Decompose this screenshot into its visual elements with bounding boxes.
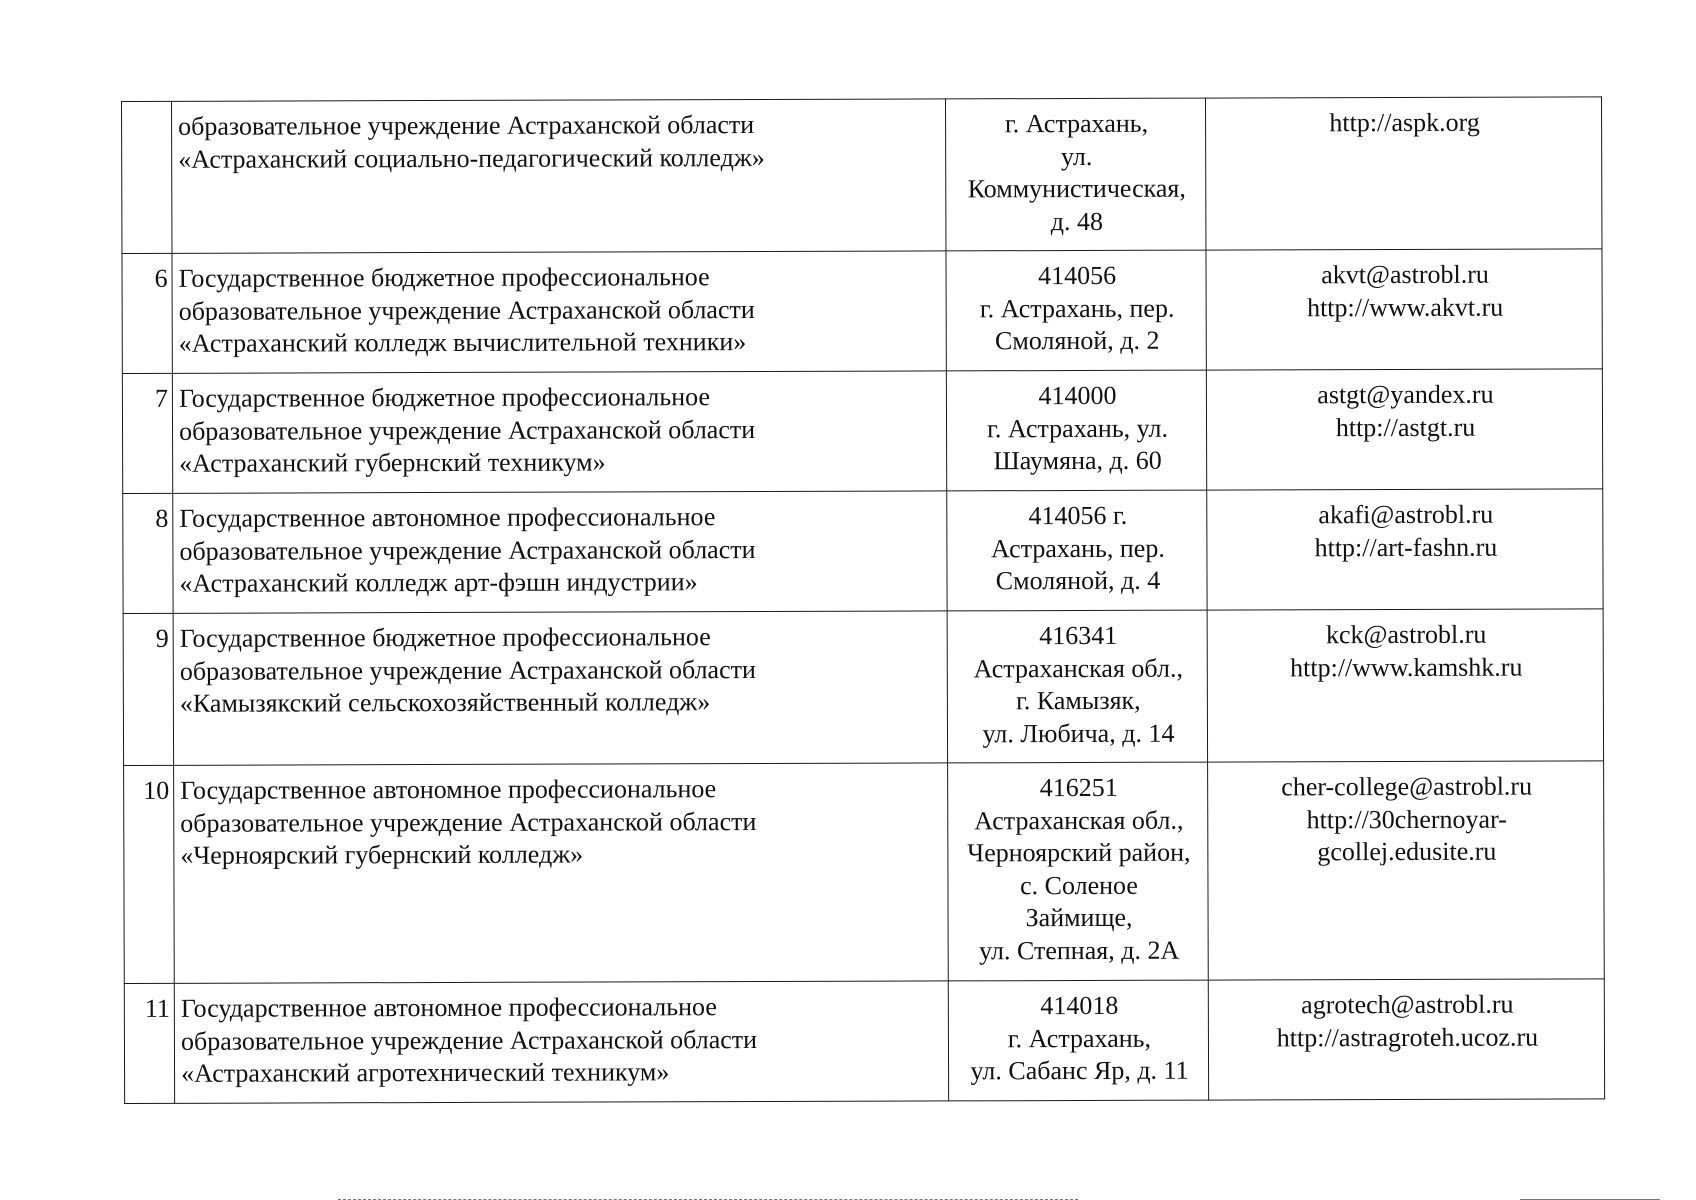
address-line: Астраханская обл.,: [974, 805, 1184, 835]
institution-contacts: [1206, 369, 1602, 490]
institution-name: [174, 763, 949, 983]
address-line: Астрахань, пер.: [990, 533, 1165, 563]
email-link[interactable]: agrotech@astrobl.ru: [1301, 989, 1514, 1020]
address-line: Смоляной, д. 4: [995, 565, 1161, 596]
address-line: с. Соленое: [1020, 870, 1138, 900]
institution-contacts: [1207, 489, 1603, 610]
institution-contacts: [1208, 761, 1605, 980]
name-line: «Астраханский колледж арт-фэшн индустрии»: [179, 567, 698, 598]
institution-contacts: [1205, 97, 1601, 250]
name-line: Государственное бюджетное профессиональное: [179, 622, 711, 653]
row-number: 11: [124, 983, 174, 1103]
table-row: [122, 249, 1602, 374]
institution-name: [172, 251, 946, 373]
website-link[interactable]: http://www.akvt.ru: [1307, 292, 1504, 322]
email-link[interactable]: kck@astrobl.ru: [1325, 619, 1487, 650]
name-line: «Астраханский колледж вычислительной техники»: [178, 327, 747, 358]
website-link[interactable]: http://30chernoyar-: [1306, 804, 1507, 834]
address-line: г. Камызяк,: [1016, 685, 1141, 716]
address-line: Астраханская обл.,: [973, 653, 1184, 683]
institution-address: [945, 98, 1205, 251]
table-row: [123, 609, 1603, 766]
address-line: д. 48: [1050, 206, 1104, 236]
name-line: образовательное учреждение Астраханской области: [178, 110, 755, 141]
address-line: 414056: [1038, 260, 1117, 291]
table-row: [123, 489, 1603, 614]
name-line: «Черноярский губернский колледж»: [180, 839, 584, 870]
address-line: ул. Сабанс Яр, д. 11: [970, 1055, 1189, 1086]
institution-address: [948, 762, 1209, 981]
address-line: ул. Любича, д. 14: [982, 718, 1175, 748]
table-row: [122, 369, 1602, 494]
table-row: [124, 761, 1605, 984]
name-line: Государственное автономное профессиональное: [180, 992, 717, 1023]
institution-contacts: [1207, 609, 1603, 762]
website-link[interactable]: http://astragroteh.ucoz.ru: [1276, 1022, 1539, 1052]
website-link[interactable]: http://www.kamshk.ru: [1290, 652, 1523, 682]
institution-address: [946, 370, 1206, 491]
website-link[interactable]: http://aspk.org: [1329, 107, 1480, 138]
name-line: образовательное учреждение Астраханской области: [179, 534, 756, 566]
name-line: «Камызякский сельскохозяйственный колледж»: [179, 687, 711, 718]
institution-name: [173, 611, 947, 765]
row-number: [122, 101, 172, 253]
institution-name: [174, 981, 948, 1103]
email-link[interactable]: akafi@astrobl.ru: [1318, 499, 1494, 530]
row-number: 10: [124, 765, 175, 983]
row-number: 8: [123, 493, 173, 613]
address-line: Займище,: [1025, 902, 1133, 933]
name-line: образовательное учреждение Астраханской области: [180, 806, 757, 838]
address-line: 414000: [1038, 380, 1117, 411]
address-line: Коммунистическая,: [967, 173, 1186, 204]
institution-address: [947, 490, 1207, 611]
address-line: 416341: [1039, 620, 1118, 651]
name-line: Государственное автономное профессиональное: [179, 502, 716, 533]
address-line: 416251: [1039, 772, 1118, 803]
address-line: г. Астрахань,: [1007, 1023, 1152, 1053]
address-line: 414056 г.: [1028, 500, 1128, 531]
institution-name: [173, 491, 947, 613]
name-line: образовательное учреждение Астраханской области: [179, 654, 756, 686]
website-link[interactable]: http://art-fashn.ru: [1314, 532, 1498, 562]
institution-address: [948, 980, 1208, 1101]
table-row: [124, 979, 1604, 1104]
email-link[interactable]: astgt@yandex.ru: [1317, 379, 1494, 410]
website-link[interactable]: http://astgt.ru: [1335, 412, 1476, 442]
table-row: [122, 97, 1602, 254]
institution-address: [947, 610, 1207, 763]
name-line: образовательное учреждение Астраханской области: [178, 414, 756, 446]
name-line: Государственное бюджетное профессиональное: [178, 262, 710, 293]
row-number: 6: [122, 253, 172, 373]
name-line: «Астраханский агротехнический техникум»: [181, 1057, 670, 1088]
name-line: «Астраханский губернский техникум»: [179, 447, 606, 478]
email-link[interactable]: cher-college@astrobl.ru: [1281, 771, 1533, 802]
address-line: г. Астрахань, пер.: [979, 293, 1175, 323]
address-line: ул.: [1060, 141, 1093, 171]
email-link[interactable]: akvt@astrobl.ru: [1321, 259, 1489, 290]
website-link-continued[interactable]: gcollej.edusite.ru: [1317, 836, 1497, 867]
row-number: 7: [122, 373, 172, 493]
address-line: Шаумяна, д. 60: [993, 445, 1162, 476]
name-line: образовательное учреждение Астраханской области: [180, 1024, 758, 1056]
address-line: Черноярский район,: [967, 837, 1191, 868]
address-line: 414018: [1040, 990, 1119, 1021]
address-line: ул. Степная, д. 2А: [979, 935, 1180, 965]
name-line: образовательное учреждение Астраханской области: [178, 294, 755, 326]
institution-contacts: [1206, 249, 1602, 370]
institutions-table: [121, 96, 1605, 1104]
name-line: «Астраханский социально-педагогический колледж»: [178, 142, 765, 174]
address-line: Смоляной, д. 2: [994, 325, 1160, 356]
institution-contacts: [1208, 979, 1604, 1100]
row-number: 9: [123, 613, 173, 765]
address-line: г. Астрахань, ул.: [987, 413, 1169, 443]
name-line: Государственное бюджетное профессиональное: [178, 382, 711, 413]
institution-name: [172, 371, 946, 493]
name-line: Государственное автономное профессиональное: [180, 774, 717, 805]
institution-name: [172, 99, 946, 253]
institution-address: [946, 250, 1206, 371]
address-line: г. Астрахань,: [1004, 108, 1149, 139]
